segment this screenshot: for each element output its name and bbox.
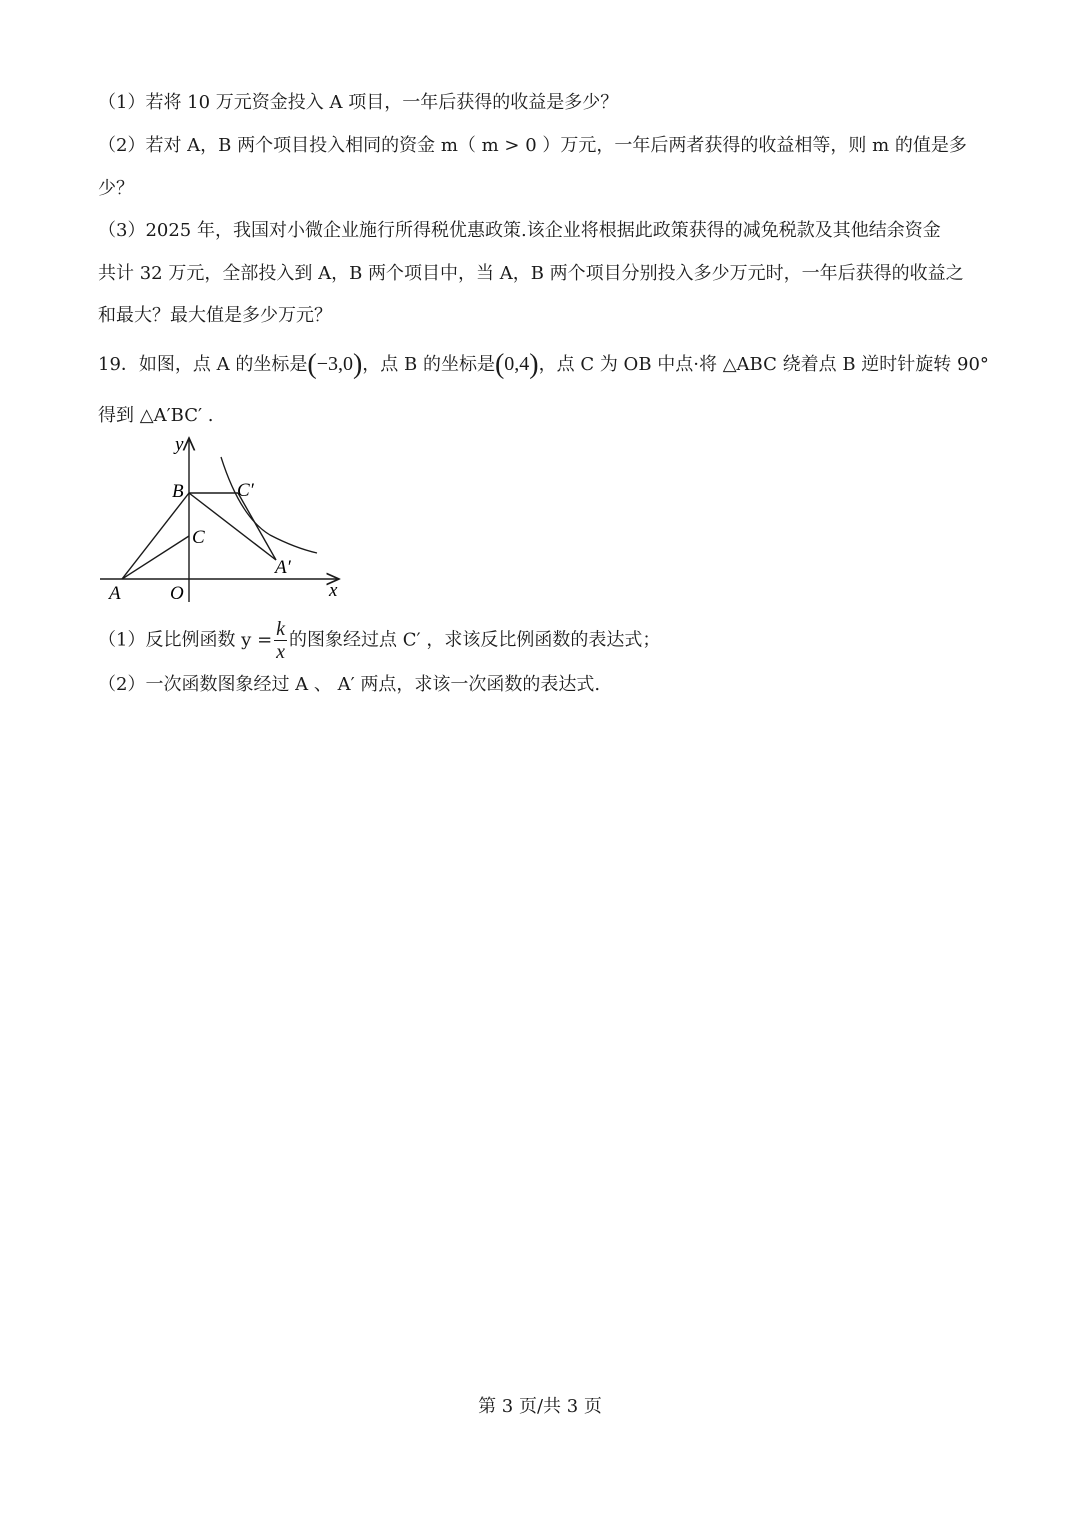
q19-intro-line1 bbox=[98, 349, 989, 380]
q19-intro-line2: 得到 △A′BC′ . bbox=[98, 405, 214, 426]
q18-part2-line1: （2）若对 A，B 两个项目投入相同的资金 m（ m > 0 ）万元，一年后两者获得的收益相等，则 m 的值是多 bbox=[98, 135, 967, 156]
label-x: x bbox=[329, 580, 338, 601]
q19-part1-text-a: （1）反比例函数 y = bbox=[98, 629, 273, 651]
q18-part3-line3: 和最大？最大值是多少万元？ bbox=[98, 305, 332, 326]
q18-part3-line1: （3）2025 年，我国对小微企业施行所得税优惠政策.该企业将根据此政策获得的减免税款及其他结余资金 bbox=[98, 220, 941, 241]
label-a-prime: A′ bbox=[275, 557, 291, 578]
page-footer: 第 3 页/共 3 页 bbox=[478, 1396, 602, 1417]
segment-c-prime-a-prime bbox=[238, 493, 276, 560]
paren-close: ) bbox=[529, 349, 539, 380]
hyperbola-curve bbox=[221, 457, 317, 553]
fraction-numerator: k bbox=[276, 618, 286, 640]
q18-part3-line2: 共计 32 万元，全部投入到 A，B 两个项目中，当 A，B 两个项目分别投入多少万元时，一年后获得的收益之 bbox=[98, 263, 964, 284]
label-c: C bbox=[192, 527, 205, 548]
segment-ab bbox=[122, 493, 189, 579]
coord-b: 0,4 bbox=[504, 353, 530, 375]
coord-a: −3,0 bbox=[316, 353, 353, 375]
label-b: B bbox=[172, 481, 184, 502]
label-a: A bbox=[109, 583, 121, 604]
paren-open: ( bbox=[494, 349, 505, 380]
paren-open: ( bbox=[307, 349, 317, 380]
q19-intro-text-2: ，点 B 的坐标是 bbox=[362, 354, 495, 375]
q18-part1: （1）若将 10 万元资金投入 A 项目，一年后获得的收益是多少？ bbox=[98, 92, 619, 113]
fraction-k-over-x bbox=[274, 618, 287, 663]
label-o: O bbox=[170, 583, 184, 604]
q19-part1-text-b: 的图象经过点 C′ ，求该反比例函数的表达式； bbox=[289, 629, 661, 651]
q19-part1 bbox=[98, 618, 660, 663]
q19-intro-text-3: ，点 C 为 OB 中点·将 △ABC 绕着点 B 逆时针旋转 90° bbox=[538, 354, 989, 375]
label-c-prime: C′ bbox=[237, 480, 254, 501]
q19-part2: （2）一次函数图象经过 A 、 A′ 两点，求该一次函数的表达式. bbox=[98, 674, 601, 695]
paren-close: ) bbox=[352, 349, 363, 380]
label-y: y bbox=[175, 434, 184, 455]
q19-intro-text-1: 19．如图，点 A 的坐标是 bbox=[98, 354, 308, 375]
q18-part2-line2: 少？ bbox=[98, 178, 134, 199]
segment-ac bbox=[122, 536, 189, 579]
coordinate-figure bbox=[95, 432, 355, 607]
fraction-denominator: x bbox=[276, 641, 286, 663]
